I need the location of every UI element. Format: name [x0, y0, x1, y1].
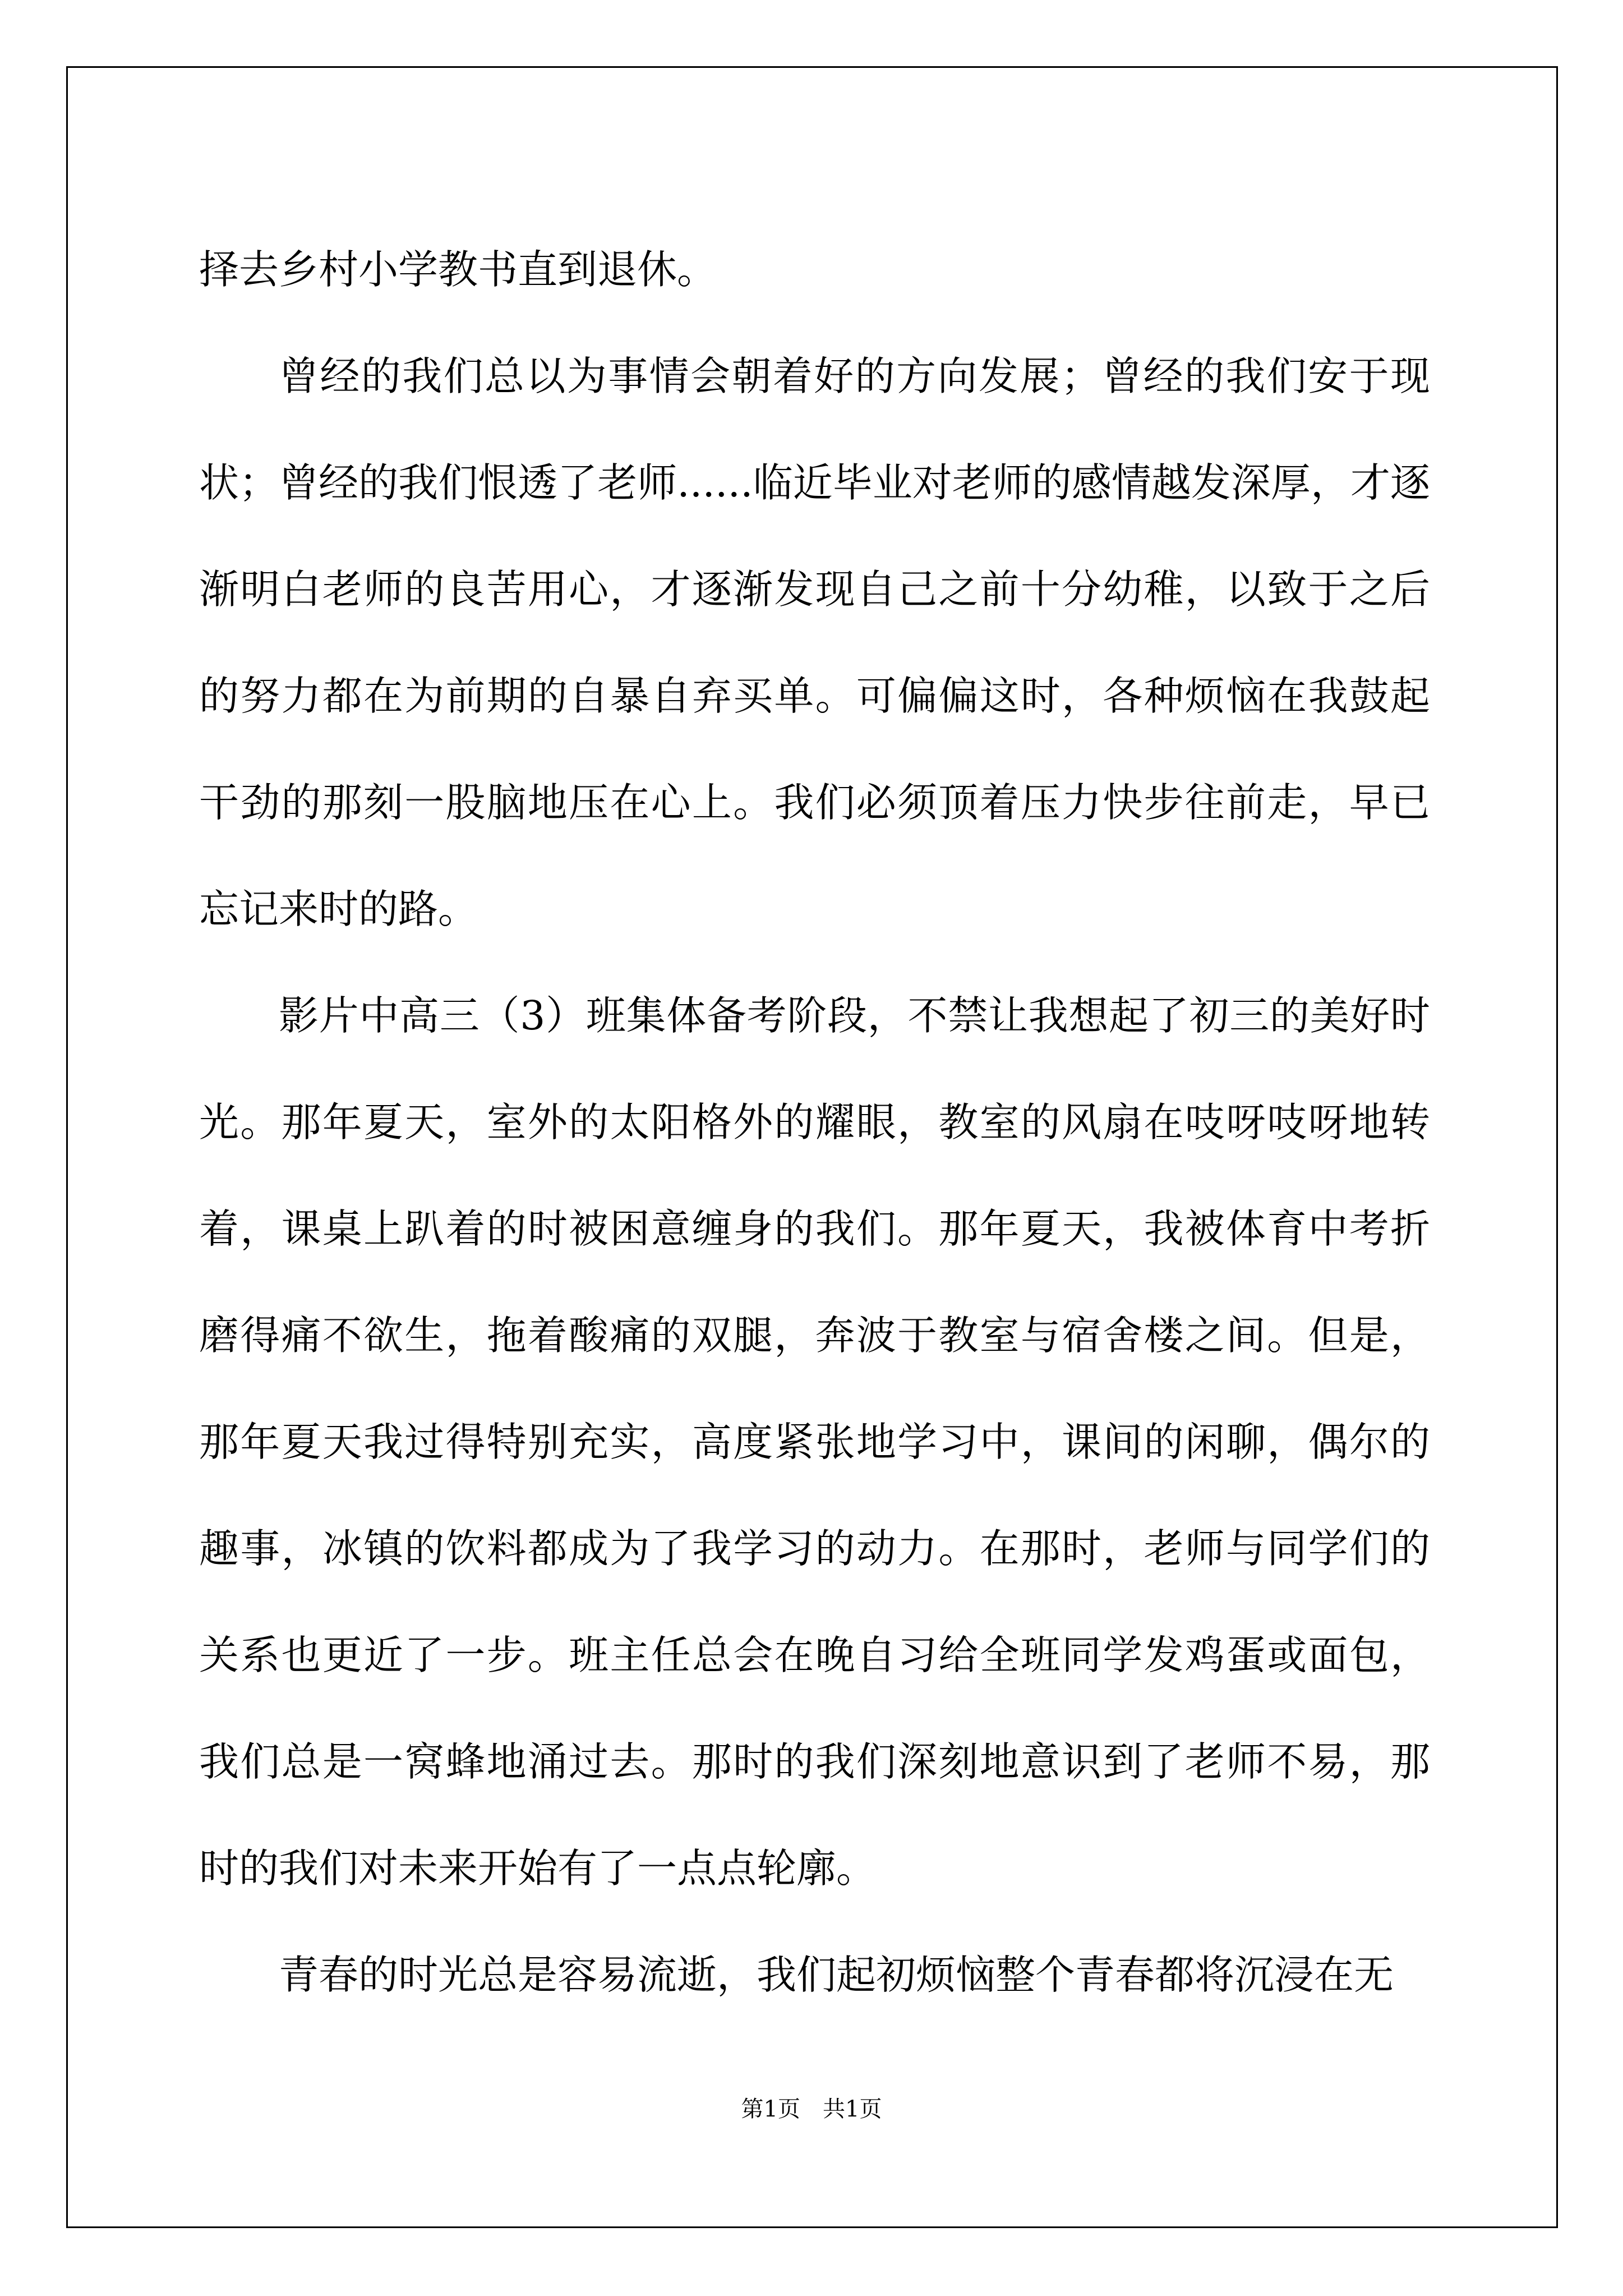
page-footer [0, 2091, 1623, 2123]
paragraph-1: 择去乡村小学教书直到退休。 [199, 246, 717, 293]
paragraph-2: 曾经的我们总以为事情会朝着好的方向发展；曾经的我们安于现状；曾经的我们恨透了老师......临近毕业对老师的感情越发深厚，才逐渐明白老师的良苦用心，才逐渐发现自己之前十分幼稚，以致于之后的努力都在为前期的自暴自弃买单。可偏偏这时，各种烦恼在我鼓起干劲的那刻一股脑地压在心上。我们必须顶着压力快步往前走，早已忘记来时的路。 [199, 353, 1430, 932]
paragraph-4: 青春的时光总是容易流逝，我们起初烦恼整个青春都将沉浸在无 [279, 1952, 1394, 1998]
document-body [199, 217, 1430, 2028]
paragraph-3: 影片中高三（3）班集体备考阶段，不禁让我想起了初三的美好时光。那年夏天，室外的太阳格外的耀眼，教室的风扇在吱呀吱呀地转着，课桌上趴着的时被困意缠身的我们。那年夏天，我被体育中考折磨得痛不欲生，拖着酸痛的双腿，奔波于教室与宿舍楼之间。但是，那年夏天我过得特别充实，高度紧张地学习中，课间的闲聊，偶尔的趣事，冰镇的饮料都成为了我学习的动力。在那时，老师与同学们的关系也更近了一步。班主任总会在晚自习给全班同学发鸡蛋或面包，我们总是一窝蜂地涌过去。那时的我们深刻地意识到了老师不易，那时的我们对未来开始有了一点点轮廓。 [199, 992, 1430, 1892]
page-number: 第1页 [741, 2096, 800, 2122]
page-total: 共1页 [823, 2096, 882, 2122]
